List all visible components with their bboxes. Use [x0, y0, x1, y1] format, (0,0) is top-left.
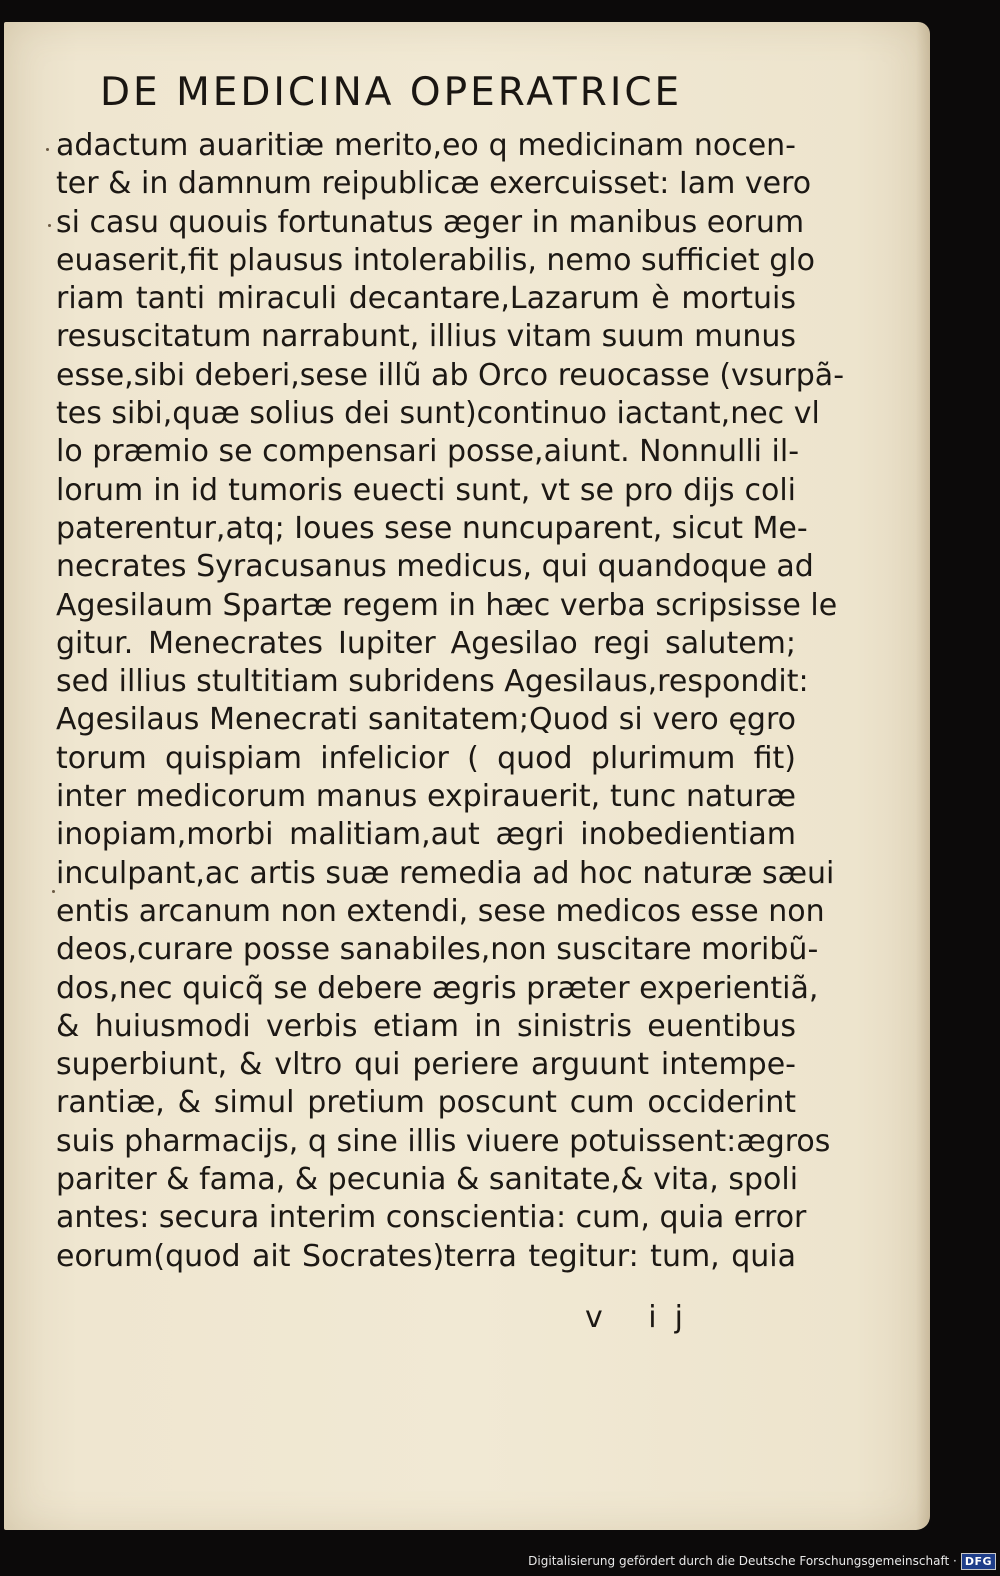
text-line: inter medicorum manus expirauerit, tunc naturæ [56, 779, 796, 815]
text-line: paterentur,atq; Ioues sese nuncuparent, sicut Me- [56, 510, 808, 546]
text-line: si casu quouis fortunatus æger in manibus eorum [56, 204, 805, 240]
text-line: esse,sibi deberi,sese illũ ab Orco reuocasse (vsurpã- [56, 357, 845, 393]
dfg-logo: DFG [961, 1553, 996, 1570]
text-line: gitur. Menecrates Iupiter Agesilao regi salutem; [56, 625, 796, 661]
text-line: inopiam,morbi malitiam,aut ægri inobedientiam [56, 817, 796, 853]
text-line: & huiusmodi verbis etiam in sinistris euentibus [56, 1008, 796, 1044]
text-line: eorum(quod ait Socrates)terra tegitur: tum, quia [56, 1238, 796, 1274]
text-line: sed illius stultitiam subridens Agesilaus,respondit: [56, 664, 809, 700]
running-head: DE MEDICINA OPERATRICE [100, 70, 683, 115]
text-line: necrates Syracusanus medicus, qui quandoque ad [56, 549, 814, 585]
text-line: adactum auaritiæ merito,eo q medicinam nocen- [56, 128, 796, 163]
credit-text: Digitalisierung gefördert durch die Deutsche Forschungsgemeinschaft · [528, 1554, 957, 1568]
paper-speck [46, 148, 49, 151]
text-line: rantiæ, & simul pretium poscunt cum occiderint [56, 1085, 796, 1121]
text-line: inculpant,ac artis suæ remedia ad hoc naturæ sæui [56, 855, 835, 891]
paper-speck [52, 890, 55, 893]
text-line: Agesilaus Menecrati sanitatem;Quod si vero ęgro [56, 702, 796, 738]
text-line: antes: secura interim conscientia: cum, quia error [56, 1200, 807, 1236]
body-text [56, 127, 845, 1276]
text-line: torum quispiam infelicior ( quod plurimum fit) [56, 740, 796, 776]
page-edge-shadow [916, 22, 930, 1530]
text-line: riam tanti miraculi decantare,Lazarum è mortuis [56, 281, 796, 317]
text-line: lo præmio se compensari posse,aiunt. Nonnulli il- [56, 434, 800, 470]
signature-mark: v ij [585, 1300, 701, 1335]
paper-speck [48, 224, 51, 227]
text-line: lorum in id tumoris euecti sunt, vt se pro dijs coli [56, 472, 796, 508]
digitization-credit [528, 1550, 996, 1572]
text-line: dos,nec quicq̃ se debere ægris præter experientiã, [56, 970, 819, 1006]
text-line: ter & in damnum reipublicæ exercuisset: Iam vero [56, 166, 812, 202]
text-line: Agesilaum Spartæ regem in hæc verba scripsisse le [56, 587, 838, 623]
text-line: superbiunt, & vltro qui periere arguunt intempe- [56, 1047, 796, 1083]
text-line: entis arcanum non extendi, sese medicos esse non [56, 893, 825, 929]
text-line: euaserit,fit plausus intolerabilis, nemo sufficiet glo [56, 242, 815, 278]
text-line: deos,curare posse sanabiles,non suscitare moribũ- [56, 932, 819, 968]
text-line: resuscitatum narrabunt, illius vitam suum munus [56, 319, 796, 355]
text-line: suis pharmacijs, q sine illis viuere potuissent:ægros [56, 1123, 831, 1159]
text-line: pariter & fama, & pecunia & sanitate,& vita, spoli [56, 1162, 799, 1198]
text-line: tes sibi,quæ solius dei sunt)continuo iactant,nec vl [56, 396, 820, 432]
